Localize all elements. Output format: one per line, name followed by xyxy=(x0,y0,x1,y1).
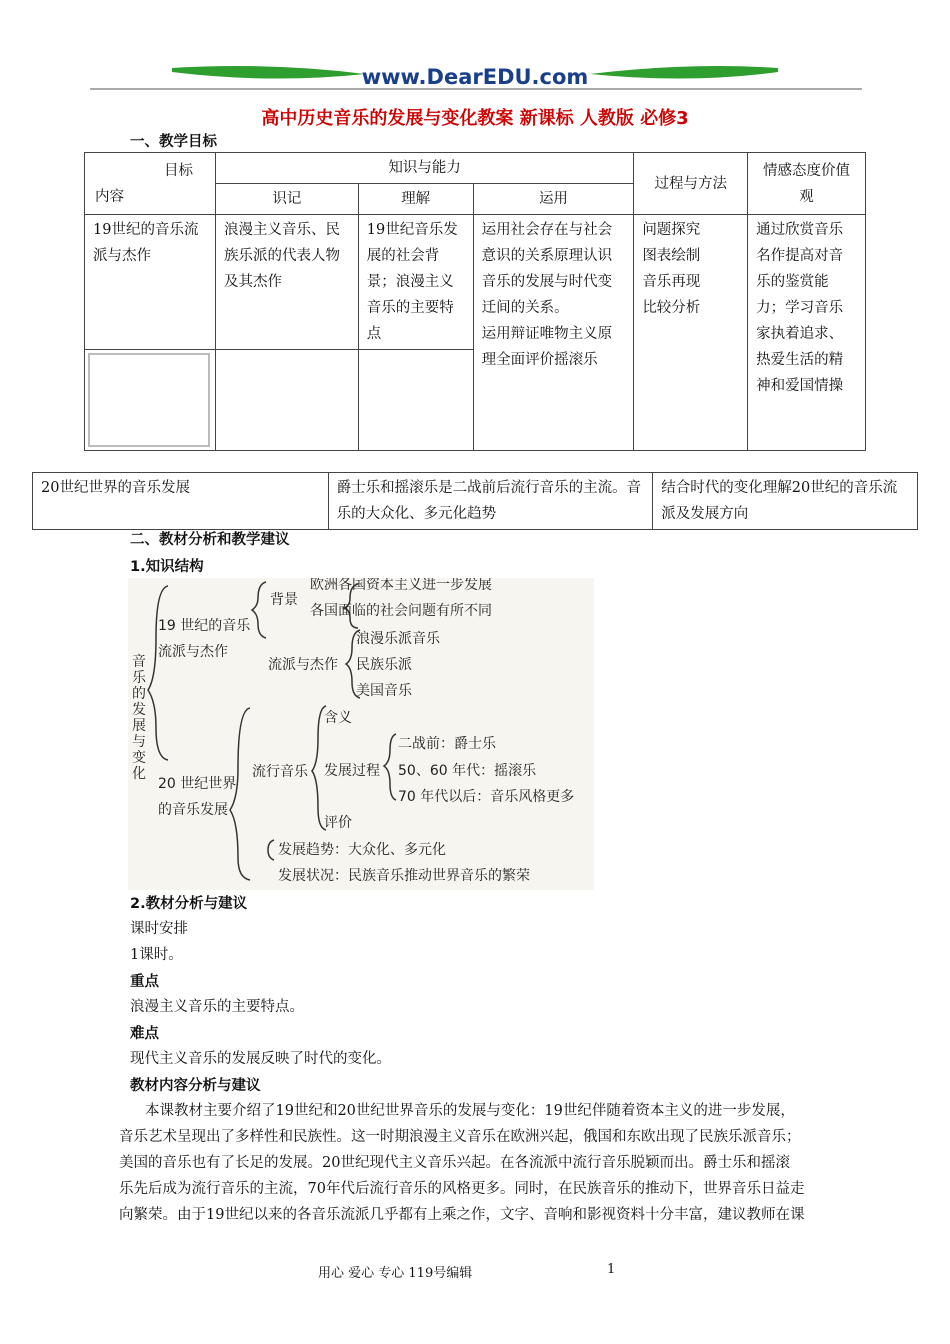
schedule-text: 1课时。 xyxy=(130,947,183,963)
tree-process-2: 50、60 年代：摇滚乐 xyxy=(398,763,537,779)
header-apply: 运用 xyxy=(473,184,634,215)
tree-background-1: 欧洲各国资本主义进一步发展 xyxy=(310,578,492,593)
tree-status: 发展状况：民族音乐推动世界音乐的繁荣 xyxy=(278,868,530,884)
corner-top: 目标 xyxy=(163,162,193,179)
header-understand: 理解 xyxy=(358,184,473,215)
row1-apply-2: 运用辩证唯物主义原理全面评价摇滚乐 xyxy=(481,326,613,368)
tree-process-3: 70 年代以后：音乐风格更多 xyxy=(398,789,575,805)
paragraph-line: 本课教材主要介绍了19世纪和20世纪世界音乐的发展与变化：19世纪伴随着资本主义的进一步发展， xyxy=(145,1103,795,1119)
section-heading-analysis: 二、教材分析和教学建议 xyxy=(130,532,290,548)
row1-recognize: 浪漫主义音乐、民族乐派的代表人物及其杰作 xyxy=(215,215,358,350)
tree-process: 发展过程 xyxy=(324,763,380,779)
tree-trend: 发展趋势：大众化、多元化 xyxy=(278,842,446,858)
empty-recognize xyxy=(215,350,358,451)
image-placeholder xyxy=(88,353,210,447)
tree-branch2-line1: 20 世纪世界 xyxy=(158,776,237,792)
difficulty-label: 难点 xyxy=(130,1026,159,1042)
tree-evaluation: 评价 xyxy=(324,815,352,831)
paragraph-line: 音乐艺术呈现出了多样性和民族性。这一时期浪漫主义音乐在欧洲兴起，俄国和东欧出现了民族乐派音乐； xyxy=(119,1129,801,1145)
row1-understand: 19世纪音乐发展的社会背景；浪漫主义音乐的主要特点 xyxy=(358,215,473,350)
tree-root-char: 音 xyxy=(132,654,146,670)
row2-goal: 结合时代的变化理解20世纪的音乐流派及发展方向 xyxy=(653,473,918,530)
corner-cell xyxy=(85,153,216,215)
paragraph-line: 向繁荣。由于19世纪以来的各音乐流派几乎都有上乘之作，文字、音响和影视资料十分丰富，建议教师在课 xyxy=(119,1207,805,1223)
header-banner xyxy=(0,58,950,94)
tree-root-char: 乐 xyxy=(132,670,146,686)
row1-apply-1: 运用社会存在与社会意识的关系原理认识音乐的发展与时代变迁间的关系。 xyxy=(481,222,613,316)
empty-understand xyxy=(358,350,473,451)
tree-branch1-line2: 流派与杰作 xyxy=(158,644,228,660)
tree-works-3: 美国音乐 xyxy=(356,683,412,699)
tree-root-char: 与 xyxy=(132,734,146,750)
tree-background: 背景 xyxy=(270,592,298,608)
paragraph-line: 美国的音乐也有了长足的发展。20世纪现代主义音乐兴起。在各流派中流行音乐脱颖而出。爵士乐和摇滚 xyxy=(119,1155,790,1171)
row2-content: 20世纪世界的音乐发展 xyxy=(33,473,329,530)
tree-works-2: 民族乐派 xyxy=(356,657,412,673)
tree-root-char: 的 xyxy=(132,686,146,702)
row1-apply xyxy=(473,215,634,451)
goals-table-continued xyxy=(32,472,918,530)
tree-branch2-line2: 的音乐发展 xyxy=(158,802,228,818)
page-number: 1 xyxy=(607,1262,616,1277)
row1-emotion: 通过欣赏音乐名作提高对音乐的鉴赏能力；学习音乐家执着追求、热爱生活的精神和爱国情操 xyxy=(748,215,866,451)
tree-background-2: 各国面临的社会问题有所不同 xyxy=(310,603,492,619)
goals-table xyxy=(84,152,866,451)
schedule-label: 课时安排 xyxy=(130,921,188,937)
row1-process: 问题探究 图表绘制 音乐再现 比较分析 xyxy=(634,215,748,451)
tree-root-char: 变 xyxy=(132,750,146,766)
header-recognize: 识记 xyxy=(215,184,358,215)
paragraph-line: 乐先后成为流行音乐的主流，70年代后流行音乐的风格更多。同时，在民族音乐的推动下，世界音乐日益走 xyxy=(119,1181,805,1197)
section-heading-goals: 一、教学目标 xyxy=(130,134,217,150)
header-emotion: 情感态度价值观 xyxy=(748,153,866,215)
tree-root-char: 发 xyxy=(132,702,146,718)
analysis-label: 教材内容分析与建议 xyxy=(130,1078,261,1094)
tree-root xyxy=(132,654,147,782)
key-point-text: 浪漫主义音乐的主要特点。 xyxy=(130,999,304,1015)
key-point-label: 重点 xyxy=(130,974,159,990)
knowledge-structure-diagram xyxy=(128,578,594,890)
tree-root-char: 展 xyxy=(132,718,146,734)
subheading-structure: 1.知识结构 xyxy=(130,559,204,575)
footer-motto: 用心 爱心 专心 119号编辑 xyxy=(318,1266,473,1281)
tree-process-1: 二战前：爵士乐 xyxy=(398,736,496,752)
header-knowledge: 知识与能力 xyxy=(215,153,633,184)
banner-text: www.DearEDU.com xyxy=(361,65,589,89)
corner-bottom: 内容 xyxy=(95,188,124,205)
subheading-analysis: 2.教材分析与建议 xyxy=(130,896,248,912)
tree-root-char: 化 xyxy=(132,766,146,782)
row1-content: 19世纪的音乐流派与杰作 xyxy=(85,215,216,350)
tree-branch1-line1: 19 世纪的音乐 xyxy=(158,618,251,634)
difficulty-text: 现代主义音乐的发展反映了时代的变化。 xyxy=(130,1051,391,1067)
header-process: 过程与方法 xyxy=(634,153,748,215)
page-title: 高中历史音乐的发展与变化教案 新课标 人教版 必修3 xyxy=(261,108,689,129)
tree-works: 流派与杰作 xyxy=(268,657,338,673)
tree-pop: 流行音乐 xyxy=(252,764,308,780)
row2-knowledge: 爵士乐和摇滚乐是二战前后流行音乐的主流。音乐的大众化、多元化趋势 xyxy=(328,473,653,530)
tree-works-1: 浪漫乐派音乐 xyxy=(356,631,440,647)
tree-definition: 含义 xyxy=(324,710,352,726)
empty-cell xyxy=(85,350,216,451)
